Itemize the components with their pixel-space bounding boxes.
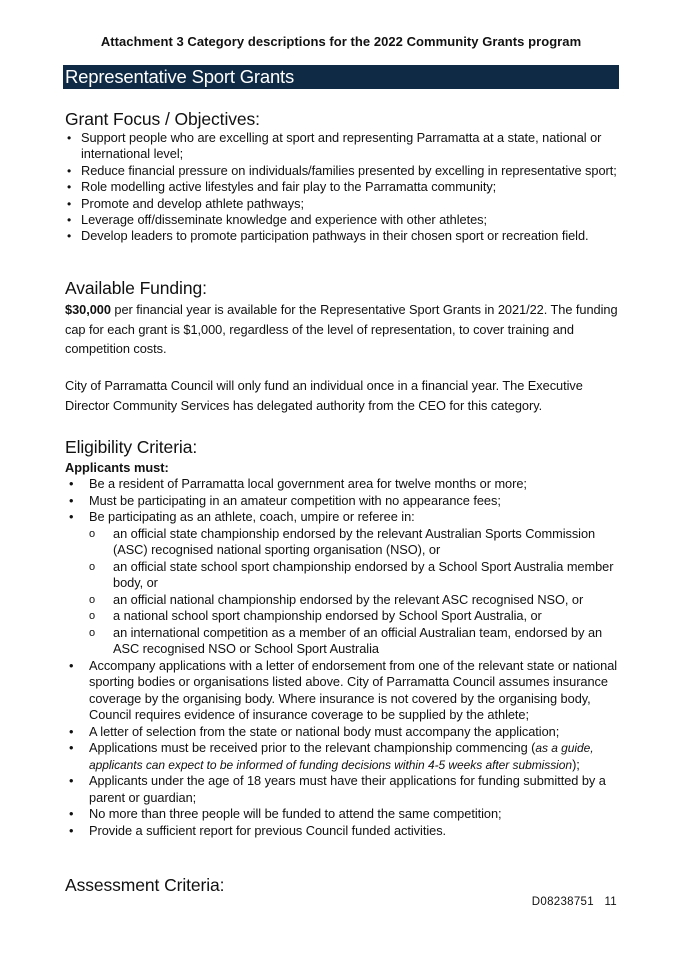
sub-list-item: o an official national championship endorsed by the relevant ASC recognised NSO, or [89, 592, 625, 609]
focus-heading: Grant Focus / Objectives: [65, 109, 260, 129]
eligibility-list [65, 476, 625, 839]
section-banner: Representative Sport Grants [63, 65, 619, 89]
list-item: • Reduce financial pressure on individuals/families presented by excelling in representative sport; [65, 163, 625, 179]
list-item: • Role modelling active lifestyles and fair play to the Parramatta community; [65, 179, 625, 195]
list-item: • Must be participating in an amateur competition with no appearance fees; [65, 493, 625, 510]
received-guide: as a guide, applicants can expect to be informed of funding decisions within 4-5 weeks after submission [89, 741, 594, 772]
list-item: • Develop leaders to promote participation pathways in their chosen sport or recreation field. [65, 228, 625, 244]
funding-paragraph-1 [65, 300, 625, 359]
page-number: 11 [604, 896, 617, 908]
sub-list-item: o an official state championship endorsed by the relevant Australian Sports Commission (ASC) recognised national sporting organisation (NSO), or [89, 526, 625, 559]
funding-amount: $30,000 [65, 302, 111, 317]
funding-heading: Available Funding: [65, 278, 207, 298]
page-footer [532, 896, 617, 908]
list-item: • Applicants under the age of 18 years must have their applications for funding submitted by a parent or guardian; [65, 773, 625, 806]
sub-list-item: o a national school sport championship endorsed by School Sport Australia, or [89, 608, 625, 625]
sub-list-item: o an official state school sport championship endorsed by a School Sport Australia member body, or [89, 559, 625, 592]
assessment-heading: Assessment Criteria: [65, 875, 225, 895]
attachment-title: Attachment 3 Category descriptions for the 2022 Community Grants program [100, 34, 582, 49]
eligibility-heading: Eligibility Criteria: [65, 437, 198, 457]
list-item: • Provide a sufficient report for previous Council funded activities. [65, 823, 625, 840]
document-reference: D08238751 [531, 896, 594, 908]
eligibility-subheading: Applicants must: [65, 460, 169, 475]
list-item: • Promote and develop athlete pathways; [65, 196, 625, 212]
received-prefix: Applications must be received prior to the relevant championship commencing ( [89, 740, 536, 755]
list-item-text: Be participating as an athlete, coach, umpire or referee in: [89, 509, 415, 524]
list-item: • Support people who are excelling at sport and representing Parramatta at a state, national or international level; [65, 130, 625, 163]
received-suffix: ); [572, 756, 580, 772]
list-item [65, 509, 625, 658]
list-item: • Be a resident of Parramatta local government area for twelve months or more; [65, 476, 625, 493]
sub-list-item: o an international competition as a member of an official Australian team, endorsed by an ASC recognised NSO or School Sport Australia [89, 625, 625, 658]
funding-text: per financial year is available for the Representative Sport Grants in 2021/22. The funding cap for each grant is $1,000, regardless of the level of representation, to cover training and competition costs. [65, 302, 618, 357]
funding-paragraph-2: City of Parramatta Council will only fund an individual once in a financial year. The Executive Director Community Services has delegated authority from the CEO for this category. [65, 378, 583, 413]
list-item: • No more than three people will be funded to attend the same competition; [65, 806, 625, 823]
list-item: • A letter of selection from the state or national body must accompany the application; [65, 724, 625, 741]
eligibility-sublist [89, 526, 625, 658]
list-item [65, 740, 625, 773]
focus-list [65, 130, 625, 245]
list-item: • Leverage off/disseminate knowledge and experience with other athletes; [65, 212, 625, 228]
list-item: • Accompany applications with a letter of endorsement from one of the relevant state or national sporting bodies or organisations listed above. City of Parramatta Council assumes insurance coverage by the organising body. Where insurance is not covered by the organising body, Council requires evidence of insurance coverage to be supplied by the athlete; [65, 658, 625, 724]
